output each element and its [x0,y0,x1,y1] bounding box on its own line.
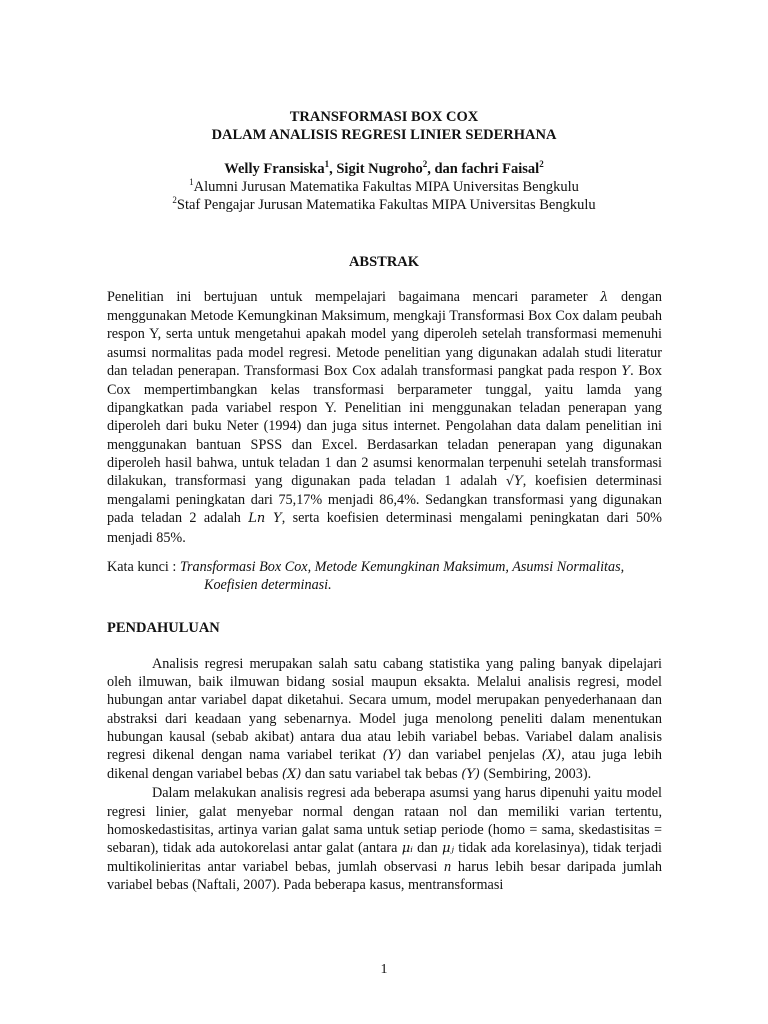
intro-paragraph-2 [107,784,662,894]
intro-paragraph-1 [107,655,662,784]
intro-p1-a: Analisis regresi merupakan salah satu cabang statistika yang paling banyak dipelajari oleh ilmuwan, baik ilmuwan bidang sosial maupun eksakta. Melalui analisis regresi, model hubungan antar variabel dapat diketahui. Secara umum, model merupakan penyederhanaan dan abstraksi dari keadaan yang sebenarnya. Model juga menolong peneliti dalam menentukan hubungan kausal (sebab akibat) antara dua atau lebih variabel bebas. Variabel dalam analisis regresi dikenal dengan nama variabel terikat [107,656,662,764]
keywords-value-1: Transformasi Box Cox, Metode Kemungkinan Maksimum, Asumsi Normalitas, [179,559,625,575]
author-1-sup: 1 [324,159,330,170]
y-var-2: (Y) [461,767,480,783]
abstract-text-3: . Box Cox mempertimbangkan kelas transformasi berparameter tunggal, yaitu lamda yang dipangkatkan pada variabel respon Y. Penelitian ini menggunakan teladan penerapan yang diperoleh dari buku Neter (1994) dan juga situs internet. Pengolahan data dalam penelitian ini menggunakan bantuan SPSS dan Excel. Berdasarkan teladan penerapan yang digunakan diperoleh hasil bahwa, untuk teladan 1 dan 2 asumsi kenormalan terpenuhi setelah transformasi dilakukan, transformasi yang digunakan pada teladan 1 adalah [107,362,662,490]
y-var-1: (Y) [382,748,402,764]
intro-p1-e: (Sembiring, 2003). [480,766,592,783]
sqrt-y-symbol: √Y [505,474,523,490]
author-2: , Sigit Nugroho [329,161,423,177]
intro-p2-c: tidak ada korelasinya), tidak terjadi multikolinieritas antar variabel bebas, jumlah observasi [107,840,662,876]
abstract-text-4: , koefisien determinasi mengalami peningkatan dari 75,17% menjadi 86,4%. Sedangkan transformasi yang digunakan pada teladan 2 adalah [107,473,662,527]
keywords-line-1 [107,558,667,576]
x-var-2: (X) [281,767,302,783]
intro-body [107,655,662,895]
title-line-2: DALAM ANALISIS REGRESI LINIER SEDERHANA [211,127,557,143]
intro-p1-c: , atau juga lebih dikenal dengan variabel bebas [107,747,662,783]
y-symbol: Y [621,363,631,379]
x-var-1: (X) [541,748,562,764]
affiliation-1 [0,178,768,196]
keywords-label: Kata kunci : [107,559,180,575]
mu-j-symbol: μⱼ [442,841,454,857]
abstract-heading: ABSTRAK [348,254,420,270]
title-line-1: TRANSFORMASI BOX COX [289,109,479,125]
keywords-line-2: Koefisien determinasi. [204,577,332,594]
affiliation-2-text: Staf Pengajar Jurusan Matematika Fakultas MIPA Universitas Bengkulu [176,197,596,213]
intro-p2-d: harus lebih besar daripada jumlah variabel bebas (Naftali, 2007). Pada beberapa kasus, mentransformasi [107,859,662,894]
mu-i-symbol: μᵢ [401,841,413,857]
author-1: Welly Fransiska [224,161,325,177]
n-symbol: n [444,859,452,876]
abstract-text-1: Penelitian ini bertujuan untuk mempelajari bagaimana mencari parameter [107,289,601,305]
author-block [0,160,768,214]
page-number: 1 [380,962,388,977]
affiliation-1-sup: 1 [189,177,194,188]
affiliation-1-text: Alumni Jurusan Matematika Fakultas MIPA Universitas Bengkulu [193,179,579,195]
author-names [0,160,768,178]
intro-p1-b: dan variabel penjelas [401,747,542,764]
abstract-body [107,288,662,547]
author-2-sup: 2 [422,159,428,170]
author-3: , dan fachri Faisal [427,161,540,177]
intro-heading: PENDAHULUAN [107,620,220,636]
intro-p2-b: dan [412,840,443,857]
lambda-symbol: λ [600,290,609,305]
keywords [107,558,667,594]
author-3-sup: 2 [539,159,544,170]
abstract-text-2: dengan menggunakan Metode Kemungkinan Maksimum, mengkaji Transformasi Box Cox dalam peubah respon Y, serta untuk mengetahui apakah model yang diperoleh setelah transformasi memenuhi asumsi normalitas pada model regresi. Metode penelitian yang digunakan adalah studi literatur dan teladan penerapan. Transformasi Box Cox adalah transformasi pangkat pada respon [107,289,662,379]
abstract-text-5: , serta koefisien determinasi mengalami peningkatan dari 50% menjadi 85%. [107,510,663,546]
affiliation-2-sup: 2 [172,195,177,206]
ln-y-symbol: Ln Y [248,511,282,527]
paper-title [0,108,768,144]
intro-p2-a: Dalam melakukan analisis regresi ada beberapa asumsi yang harus dipenuhi yaitu model regresi linier, galat menyebar normal dengan rataan nol dan memiliki varian tertentu, homoskedastisitas, artinya varian galat sama untuk setiap periode (homo = sama, skedastisitas = sebaran), tidak ada autokorelasi antar galat (antara [107,785,662,857]
intro-p1-d: dan satu variabel tak bebas [301,766,462,783]
affiliation-2 [0,196,768,214]
